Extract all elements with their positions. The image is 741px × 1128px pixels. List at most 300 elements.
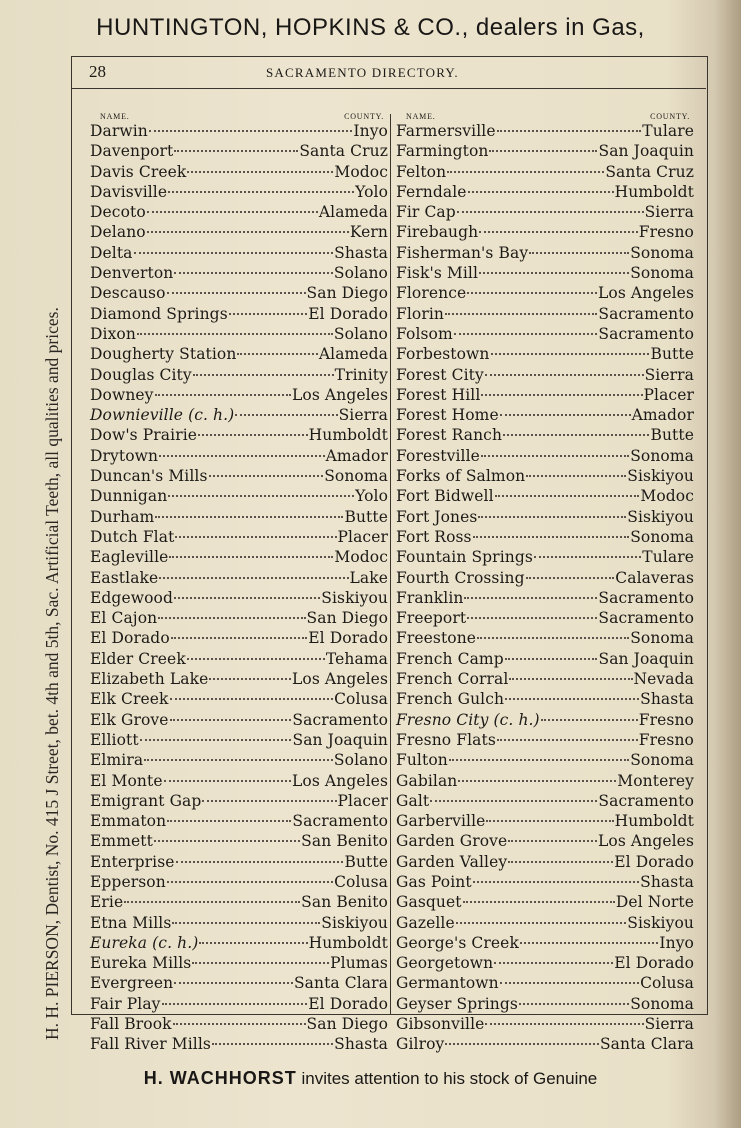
place-name: Davenport — [90, 142, 174, 161]
dot-leader — [457, 211, 644, 213]
directory-entry — [396, 202, 694, 222]
place-name: Forest Hill — [396, 385, 481, 404]
directory-entry — [90, 507, 388, 527]
place-name: Fort Jones — [396, 507, 478, 526]
place-name: Galt — [396, 791, 430, 810]
directory-entry — [396, 872, 694, 892]
directory-entry — [90, 953, 388, 973]
dot-leader — [124, 901, 300, 903]
place-name: Elmira — [90, 751, 144, 770]
dot-leader — [430, 800, 597, 802]
dot-leader — [497, 130, 642, 132]
dot-leader — [162, 1003, 308, 1005]
dot-leader — [147, 231, 349, 233]
dot-leader — [170, 719, 292, 721]
dot-leader — [169, 556, 333, 558]
directory-entry — [396, 588, 694, 608]
place-name: Fresno Flats — [396, 730, 496, 749]
directory-entry — [396, 222, 694, 242]
county-name: Humboldt — [308, 426, 388, 445]
dot-leader — [500, 414, 631, 416]
directory-entry — [396, 568, 694, 588]
directory-entry — [90, 344, 388, 364]
directory-entry — [90, 994, 388, 1014]
place-name: Emmett — [90, 832, 153, 851]
place-name: Gazelle — [396, 913, 455, 932]
place-name: French Corral — [396, 670, 509, 689]
county-name: Modoc — [334, 162, 388, 181]
dot-leader — [174, 982, 293, 984]
place-name: Gibsonville — [396, 1015, 485, 1034]
directory-entry — [90, 182, 388, 202]
directory-entry — [396, 1014, 694, 1034]
place-name: Duncan's Mills — [90, 467, 208, 486]
county-name: Amador — [631, 406, 694, 425]
dot-leader — [168, 191, 354, 193]
dot-leader — [489, 150, 597, 152]
right-column — [396, 112, 694, 1055]
dot-leader — [526, 577, 615, 579]
dot-leader — [477, 637, 629, 639]
county-name: Sierra — [338, 406, 388, 425]
directory-entry — [396, 892, 694, 912]
county-name: Butte — [344, 852, 388, 871]
directory-entry — [396, 507, 694, 527]
place-name: Dunnigan — [90, 487, 168, 506]
dot-leader — [149, 130, 353, 132]
place-name: Florence — [396, 284, 467, 303]
dot-leader — [519, 1003, 629, 1005]
directory-entry — [90, 568, 388, 588]
advertiser-name: H. WACHHORST — [143, 1068, 297, 1088]
dot-leader — [458, 780, 616, 782]
county-column-label: COUNTY. — [344, 112, 384, 121]
dot-leader — [526, 475, 626, 477]
directory-entry — [396, 933, 694, 953]
county-name: Fresno — [638, 730, 694, 749]
dot-leader — [174, 597, 320, 599]
county-name: San Diego — [306, 284, 388, 303]
dot-leader — [467, 617, 597, 619]
place-name: Descauso — [90, 284, 166, 303]
place-name: Fisk's Mill — [396, 264, 479, 283]
place-name: Durham — [90, 507, 155, 526]
dot-leader — [159, 577, 348, 579]
county-name: Shasta — [640, 690, 694, 709]
advertisement-text: invites attention to his stock of Genuine — [301, 1069, 598, 1088]
directory-entry — [396, 730, 694, 750]
place-name: Gilroy — [396, 1035, 445, 1054]
place-name: Gabilan — [396, 771, 458, 790]
directory-entry — [396, 243, 694, 263]
place-name: Emigrant Gap — [90, 791, 202, 810]
directory-entry — [90, 771, 388, 791]
place-name: Fir Cap — [396, 203, 456, 222]
county-name: Sacramento — [598, 304, 694, 323]
directory-entry — [396, 263, 694, 283]
dot-leader — [158, 617, 305, 619]
dot-leader — [212, 1043, 333, 1045]
place-name: Florin — [396, 304, 444, 323]
place-name: El Cajon — [90, 609, 158, 628]
directory-entry — [90, 425, 388, 445]
directory-entry — [396, 304, 694, 324]
directory-entry — [396, 628, 694, 648]
dot-leader — [456, 922, 626, 924]
right-entry-list — [396, 121, 694, 1055]
place-name: Etna Mills — [90, 913, 172, 932]
directory-entry — [396, 649, 694, 669]
place-name: Fair Play — [90, 994, 161, 1013]
directory-entry — [90, 283, 388, 303]
directory-entry — [396, 811, 694, 831]
right-column-header — [396, 112, 694, 120]
county-name: Placer — [337, 791, 388, 810]
county-name: Siskiyou — [627, 467, 694, 486]
place-name: Delta — [90, 243, 133, 262]
place-name: Downey — [90, 385, 154, 404]
county-name: Shasta — [640, 872, 694, 891]
directory-entry — [90, 263, 388, 283]
directory-entry — [396, 710, 694, 730]
directory-entry — [396, 182, 694, 202]
directory-entry — [90, 243, 388, 263]
directory-entry — [396, 791, 694, 811]
place-name: Delano — [90, 223, 146, 242]
dot-leader — [505, 698, 639, 700]
place-name: El Monte — [90, 771, 163, 790]
dot-leader — [229, 313, 307, 315]
county-name: El Dorado — [308, 994, 388, 1013]
dot-leader — [168, 495, 354, 497]
county-name: El Dorado — [614, 954, 694, 973]
directory-entry — [90, 121, 388, 141]
county-name: Santa Cruz — [605, 162, 694, 181]
name-column-label: NAME. — [100, 112, 130, 121]
place-name: Fulton — [396, 751, 448, 770]
place-name: Eastlake — [90, 568, 159, 587]
county-name: San Joaquin — [598, 649, 694, 668]
county-name: Sierra — [644, 365, 694, 384]
county-name: Los Angeles — [292, 771, 388, 790]
place-name: Decoto — [90, 203, 146, 222]
county-name: Inyo — [353, 122, 388, 140]
place-name: Forbestown — [396, 345, 490, 364]
place-name: Fountain Springs — [396, 548, 533, 567]
county-name: Shasta — [334, 1035, 388, 1054]
place-name: Gasquet — [396, 893, 462, 912]
dot-leader — [164, 780, 291, 782]
place-name: Downieville (c. h.) — [90, 406, 235, 425]
dot-leader — [199, 942, 307, 944]
dot-leader — [170, 698, 334, 700]
dot-leader — [192, 962, 329, 964]
county-name: Tulare — [642, 548, 694, 567]
dot-leader — [473, 881, 639, 883]
dot-leader — [468, 191, 614, 193]
place-name: Epperson — [90, 872, 166, 891]
place-name: Elizabeth Lake — [90, 670, 209, 689]
dot-leader — [235, 414, 337, 416]
directory-entry — [396, 466, 694, 486]
county-name: Sacramento — [292, 710, 388, 729]
place-name: Fall Brook — [90, 1015, 172, 1034]
directory-entry — [90, 324, 388, 344]
dot-leader — [478, 516, 626, 518]
place-name: Fall River Mills — [90, 1035, 211, 1054]
directory-entry — [396, 547, 694, 567]
directory-entry — [90, 852, 388, 872]
county-name: San Joaquin — [598, 142, 694, 161]
place-name: Georgetown — [396, 954, 494, 973]
place-name: Firebaugh — [396, 223, 479, 242]
column-divider — [390, 114, 391, 1014]
place-name: French Gulch — [396, 690, 505, 709]
place-name: Forestville — [396, 446, 480, 465]
place-name: Forks of Salmon — [396, 467, 526, 486]
county-name: Sonoma — [630, 527, 694, 546]
place-name: Farmington — [396, 142, 489, 161]
county-name: Sierra — [644, 1015, 694, 1034]
place-name: Denverton — [90, 264, 174, 283]
county-name: Solano — [333, 264, 388, 283]
county-name: Alameda — [318, 203, 388, 222]
top-advertisement: HUNTINGTON, HOPKINS & CO., dealers in Gas, — [96, 14, 645, 41]
place-name: Forest Home — [396, 406, 499, 425]
place-name: Eagleville — [90, 548, 169, 567]
directory-entry — [90, 608, 388, 628]
directory-entry — [90, 750, 388, 770]
directory-entry — [396, 425, 694, 445]
place-name: Folsom — [396, 324, 453, 343]
directory-entry — [90, 689, 388, 709]
directory-entry — [396, 162, 694, 182]
directory-entry — [396, 953, 694, 973]
directory-entry — [396, 750, 694, 770]
place-name: Garberville — [396, 812, 486, 831]
county-name: San Diego — [306, 1015, 388, 1034]
county-name: El Dorado — [308, 304, 388, 323]
county-name: Colusa — [640, 974, 694, 993]
dot-leader — [529, 252, 629, 254]
place-name: Eureka (c. h.) — [90, 933, 199, 952]
dot-leader — [155, 394, 291, 396]
county-name: Fresno — [638, 710, 694, 729]
dot-leader — [485, 1023, 643, 1025]
place-name: Davis Creek — [90, 162, 187, 181]
county-name: Sonoma — [324, 467, 388, 486]
place-name: Freestone — [396, 629, 477, 648]
county-name: Tehama — [325, 649, 388, 668]
place-name: George's Creek — [396, 933, 519, 952]
side-advertisement: H. H. PIERSON, Dentist, No. 415 J Street, bet. 4th and 5th, Sac. Artificial Teeth, all qualities and prices. — [42, 307, 62, 1040]
dot-leader — [137, 333, 333, 335]
directory-entry — [396, 669, 694, 689]
county-name: Sacramento — [598, 609, 694, 628]
county-name: Plumas — [330, 954, 388, 973]
county-name: Yolo — [355, 182, 388, 201]
directory-entry — [90, 710, 388, 730]
dot-leader — [481, 455, 629, 457]
place-name: Forest Ranch — [396, 426, 503, 445]
dot-leader — [454, 333, 598, 335]
directory-entry — [90, 811, 388, 831]
place-name: Garden Grove — [396, 832, 508, 851]
place-name: Diamond Springs — [90, 304, 228, 323]
dot-leader — [495, 495, 640, 497]
county-name: Solano — [333, 324, 388, 343]
dot-leader — [445, 1043, 599, 1045]
county-name: Siskiyou — [627, 913, 694, 932]
place-name: Fresno City (c. h.) — [396, 710, 540, 729]
place-name: Geyser Springs — [396, 994, 518, 1013]
place-name: Evergreen — [90, 974, 174, 993]
county-name: Butte — [650, 345, 694, 364]
dot-leader — [174, 272, 333, 274]
dot-leader — [187, 171, 333, 173]
county-name: Sacramento — [598, 588, 694, 607]
county-name: San Joaquin — [292, 730, 388, 749]
place-name: Edgewood — [90, 588, 173, 607]
dot-leader — [486, 820, 613, 822]
directory-entry — [90, 385, 388, 405]
place-name: Felton — [396, 162, 447, 181]
page-header — [71, 62, 706, 88]
dot-leader — [473, 536, 630, 538]
county-name: Trinity — [334, 365, 388, 384]
place-name: Fourth Crossing — [396, 568, 525, 587]
county-name: Inyo — [659, 933, 694, 952]
dot-leader — [193, 374, 334, 376]
place-name: Dutch Flat — [90, 527, 175, 546]
directory-entry — [90, 527, 388, 547]
dot-leader — [209, 678, 291, 680]
county-name: El Dorado — [614, 852, 694, 871]
directory-entry — [396, 344, 694, 364]
directory-entry — [396, 527, 694, 547]
county-name: Placer — [337, 527, 388, 546]
dot-leader — [144, 759, 333, 761]
dot-leader — [497, 739, 638, 741]
directory-entry — [90, 162, 388, 182]
directory-entry — [396, 324, 694, 344]
place-name: Davisville — [90, 182, 168, 201]
dot-leader — [485, 374, 644, 376]
directory-entry — [90, 405, 388, 425]
dot-leader — [447, 171, 604, 173]
county-name: Tulare — [642, 122, 694, 140]
dot-leader — [187, 658, 325, 660]
place-name: French Camp — [396, 649, 504, 668]
dot-leader — [167, 881, 333, 883]
place-name: Farmersville — [396, 122, 496, 140]
directory-entry — [90, 973, 388, 993]
dot-leader — [479, 231, 638, 233]
county-name: Butte — [650, 426, 694, 445]
county-name: El Dorado — [308, 629, 388, 648]
place-name: El Dorado — [90, 629, 170, 648]
place-name: Elk Grove — [90, 710, 169, 729]
county-name: Sonoma — [630, 243, 694, 262]
place-name: Freeport — [396, 609, 467, 628]
county-name: San Diego — [306, 609, 388, 628]
place-name: Gas Point — [396, 872, 472, 891]
county-name: Sierra — [644, 203, 694, 222]
place-name: Enterprise — [90, 852, 175, 871]
dot-leader — [467, 292, 597, 294]
directory-entry — [396, 608, 694, 628]
place-name: Emmaton — [90, 812, 167, 831]
dot-leader — [237, 353, 317, 355]
directory-entry — [90, 669, 388, 689]
directory-entry — [396, 446, 694, 466]
running-title: SACRAMENTO DIRECTORY. — [266, 65, 459, 80]
county-name: Sacramento — [292, 812, 388, 831]
county-name: San Benito — [301, 832, 388, 851]
directory-entry — [396, 365, 694, 385]
county-name: Lake — [349, 568, 388, 587]
dot-leader — [175, 536, 336, 538]
directory-entry — [396, 831, 694, 851]
place-name: Darwin — [90, 122, 148, 140]
place-name: Douglas City — [90, 365, 192, 384]
directory-entry — [90, 872, 388, 892]
place-name: Elliott — [90, 730, 139, 749]
directory-entry — [396, 1034, 694, 1054]
place-name: Dougherty Station — [90, 345, 237, 364]
county-name: Butte — [344, 507, 388, 526]
directory-entry — [90, 588, 388, 608]
county-name: Alameda — [318, 345, 388, 364]
county-name: Del Norte — [615, 893, 694, 912]
dot-leader — [505, 658, 598, 660]
dot-leader — [463, 901, 615, 903]
dot-leader — [172, 922, 320, 924]
county-name: Fresno — [638, 223, 694, 242]
place-name: Germantown — [396, 974, 499, 993]
dot-leader — [479, 272, 629, 274]
left-column-header — [90, 112, 388, 120]
bottom-advertisement — [0, 1068, 741, 1089]
dot-leader — [202, 800, 336, 802]
place-name: Fisherman's Bay — [396, 243, 529, 262]
directory-entry — [396, 141, 694, 161]
directory-entry — [90, 365, 388, 385]
directory-entry — [396, 405, 694, 425]
county-name: Placer — [643, 385, 694, 404]
dot-leader — [541, 719, 638, 721]
county-name: Solano — [333, 751, 388, 770]
place-name: Dixon — [90, 324, 136, 343]
directory-entry — [90, 202, 388, 222]
dot-leader — [494, 962, 613, 964]
directory-entry — [90, 1014, 388, 1034]
county-name: Los Angeles — [598, 832, 694, 851]
page-number: 28 — [89, 62, 106, 81]
dot-leader — [167, 820, 291, 822]
county-name: Siskiyou — [321, 588, 388, 607]
dot-leader — [147, 211, 318, 213]
county-name: Santa Cruz — [299, 142, 388, 161]
directory-entry — [90, 791, 388, 811]
county-name: Siskiyou — [627, 507, 694, 526]
place-name: Drytown — [90, 446, 159, 465]
directory-entry — [396, 973, 694, 993]
dot-leader — [491, 353, 650, 355]
place-name: Elder Creek — [90, 649, 186, 668]
directory-entry — [90, 304, 388, 324]
dot-leader — [171, 637, 307, 639]
